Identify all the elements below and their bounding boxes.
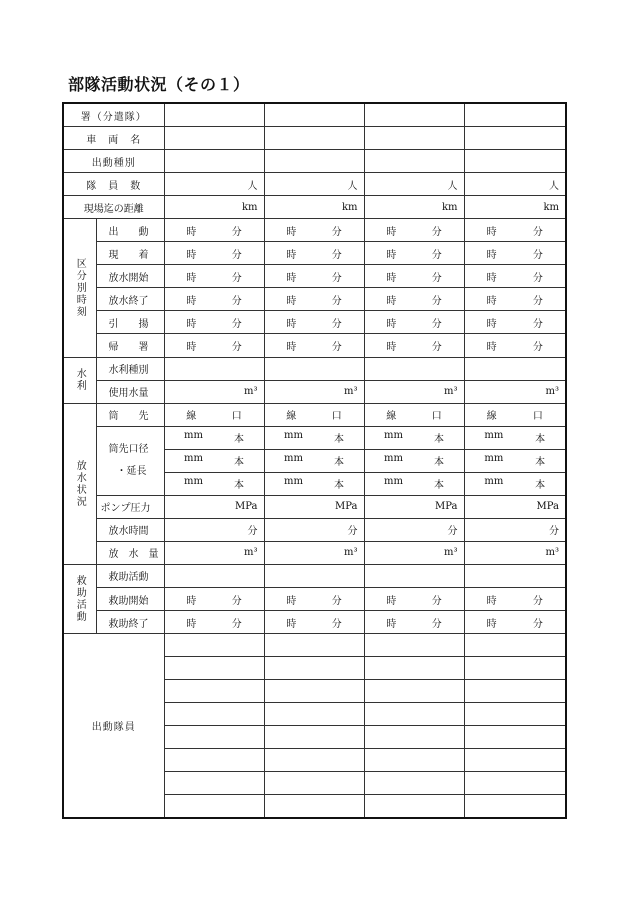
- time-cell[interactable]: [464, 288, 566, 311]
- unit-ji: 時: [386, 595, 397, 607]
- label-time-item: 出 動: [96, 219, 164, 242]
- row-pump: [63, 495, 566, 518]
- unit-ji: 時: [486, 295, 497, 307]
- input-cell[interactable]: [364, 795, 464, 819]
- input-cell[interactable]: [164, 103, 264, 127]
- unit-fun: 分: [331, 249, 342, 261]
- time-cell[interactable]: [264, 288, 364, 311]
- pair-cell[interactable]: [264, 426, 364, 449]
- unit-mm: mm: [284, 453, 303, 465]
- row-time: [63, 219, 566, 242]
- unit-mpa[interactable]: MPa: [264, 495, 364, 518]
- time-cell[interactable]: [264, 311, 364, 334]
- row-time: [63, 242, 566, 265]
- unit-mm: mm: [384, 453, 403, 465]
- input-cell[interactable]: [264, 127, 364, 150]
- input-cell[interactable]: [164, 150, 264, 173]
- unit-m3[interactable]: m³: [464, 541, 566, 564]
- unit-mm: mm: [284, 430, 303, 442]
- pair-cell[interactable]: [464, 472, 566, 495]
- input-cell[interactable]: [464, 703, 566, 726]
- unit-ji: 時: [486, 318, 497, 330]
- input-cell[interactable]: [364, 150, 464, 173]
- input-cell[interactable]: [264, 772, 364, 795]
- time-cell[interactable]: [164, 311, 264, 334]
- unit-fun: 分: [431, 272, 442, 284]
- time-cell[interactable]: [164, 334, 264, 357]
- row-taiinsu: [63, 173, 566, 196]
- row-suiri-shubetsu: [63, 357, 566, 380]
- input-cell[interactable]: [364, 564, 464, 587]
- label-suiri: 水利: [63, 357, 96, 403]
- unit-fun: 分: [231, 226, 242, 238]
- input-cell[interactable]: [264, 357, 364, 380]
- time-cell[interactable]: [264, 265, 364, 288]
- input-cell[interactable]: [164, 772, 264, 795]
- row-kyujo-katsudo: [63, 564, 566, 587]
- unit-sen: 線: [386, 411, 397, 423]
- input-cell[interactable]: [364, 127, 464, 150]
- unit-mm: mm: [484, 453, 504, 465]
- label-kyujo-katsudo: 救助活動: [96, 564, 164, 587]
- unit-fun: 分: [431, 226, 442, 238]
- pair-cell[interactable]: [164, 472, 264, 495]
- time-cell[interactable]: [264, 242, 364, 265]
- label-taiinsu: 隊 員 数: [63, 173, 164, 196]
- label-sho: 署（分遣隊）: [63, 103, 164, 127]
- unit-ji: 時: [286, 618, 297, 630]
- unit-fun: 分: [532, 618, 543, 630]
- label-kyujo-shuryo: 救助終了: [96, 611, 164, 634]
- unit-fun: 分: [532, 295, 543, 307]
- unit-ji: 時: [386, 226, 397, 238]
- input-cell[interactable]: [164, 657, 264, 680]
- time-cell[interactable]: [164, 242, 264, 265]
- label-kubun: 区分別時刻: [63, 219, 96, 357]
- unit-fun: 分: [231, 595, 242, 607]
- input-cell[interactable]: [264, 795, 364, 819]
- label-kokei-line2: ・延長: [116, 465, 147, 477]
- time-cell[interactable]: [164, 587, 264, 610]
- unit-m3[interactable]: m³: [164, 380, 264, 403]
- input-cell[interactable]: [364, 772, 464, 795]
- unit-hon: 本: [233, 434, 244, 446]
- unit-hon: 本: [535, 480, 546, 492]
- unit-fun: 分: [431, 295, 442, 307]
- unit-ji: 時: [286, 226, 297, 238]
- unit-fun: 分: [331, 272, 342, 284]
- input-cell[interactable]: [264, 703, 364, 726]
- unit-fun[interactable]: 分: [164, 518, 264, 541]
- unit-mm: mm: [484, 430, 504, 442]
- unit-ji: 時: [186, 295, 197, 307]
- label-shiyo-suiryo: 使用水量: [96, 380, 164, 403]
- time-cell[interactable]: [364, 334, 464, 357]
- label-time-item: 現 着: [96, 242, 164, 265]
- unit-ji: 時: [286, 341, 297, 353]
- unit-ji: 時: [386, 318, 397, 330]
- input-cell[interactable]: [164, 564, 264, 587]
- row-time: [63, 265, 566, 288]
- row-time: [63, 334, 566, 357]
- row-member: [63, 634, 566, 657]
- unit-kuchi: 口: [231, 411, 242, 423]
- time-cell[interactable]: [464, 587, 566, 610]
- label-shutsudo-shubetsu: 出動種別: [63, 150, 164, 173]
- activity-form-table: [62, 102, 567, 819]
- time-cell[interactable]: [464, 219, 566, 242]
- unit-fun: 分: [532, 341, 543, 353]
- label-housui: 放水状況: [63, 403, 96, 564]
- unit-fun: 分: [431, 341, 442, 353]
- pair-cell[interactable]: [264, 403, 364, 426]
- unit-km[interactable]: km: [264, 196, 364, 219]
- input-cell[interactable]: [364, 357, 464, 380]
- input-cell[interactable]: [364, 703, 464, 726]
- row-time: [63, 288, 566, 311]
- unit-ji: 時: [186, 595, 197, 607]
- unit-mm: mm: [184, 453, 203, 465]
- row-sho: [63, 103, 566, 127]
- unit-hon: 本: [333, 434, 344, 446]
- unit-fun: 分: [431, 318, 442, 330]
- unit-fun: 分: [331, 226, 342, 238]
- time-cell[interactable]: [164, 288, 264, 311]
- unit-ji: 時: [186, 272, 197, 284]
- unit-nin[interactable]: 人: [364, 173, 464, 196]
- label-housui-jikan: 放水時間: [96, 518, 164, 541]
- time-cell[interactable]: [164, 219, 264, 242]
- input-cell[interactable]: [464, 749, 566, 772]
- input-cell[interactable]: [164, 749, 264, 772]
- label-suiri-shubetsu: 水利種別: [96, 357, 164, 380]
- unit-fun: 分: [532, 318, 543, 330]
- row-kokei-1: [63, 426, 566, 449]
- unit-m3[interactable]: m³: [364, 541, 464, 564]
- unit-nin[interactable]: 人: [264, 173, 364, 196]
- label-kokei: [96, 426, 164, 495]
- unit-sen: 線: [486, 411, 497, 423]
- unit-sen: 線: [286, 411, 297, 423]
- time-cell[interactable]: [464, 265, 566, 288]
- unit-hon: 本: [433, 434, 444, 446]
- unit-m3[interactable]: m³: [164, 541, 264, 564]
- time-cell[interactable]: [364, 288, 464, 311]
- input-cell[interactable]: [464, 726, 566, 749]
- unit-ji: 時: [486, 618, 497, 630]
- row-shiyo-suiryo: [63, 380, 566, 403]
- unit-fun: 分: [331, 595, 342, 607]
- pair-cell[interactable]: [364, 426, 464, 449]
- pair-cell[interactable]: [364, 472, 464, 495]
- pair-cell[interactable]: [264, 449, 364, 472]
- time-cell[interactable]: [464, 611, 566, 634]
- unit-fun: 分: [231, 249, 242, 261]
- time-cell[interactable]: [364, 311, 464, 334]
- time-cell[interactable]: [464, 242, 566, 265]
- unit-fun: 分: [431, 595, 442, 607]
- unit-nin[interactable]: 人: [464, 173, 566, 196]
- unit-fun: 分: [431, 249, 442, 261]
- input-cell[interactable]: [364, 657, 464, 680]
- unit-fun: 分: [532, 249, 543, 261]
- unit-ji: 時: [186, 318, 197, 330]
- label-time-item: 引 揚: [96, 311, 164, 334]
- label-kokei-line1: 筒先口径: [108, 443, 149, 455]
- unit-ji: 時: [286, 595, 297, 607]
- pair-cell[interactable]: [364, 403, 464, 426]
- input-cell[interactable]: [464, 680, 566, 703]
- unit-mpa[interactable]: MPa: [164, 495, 264, 518]
- input-cell[interactable]: [464, 657, 566, 680]
- input-cell[interactable]: [164, 357, 264, 380]
- unit-fun: 分: [231, 341, 242, 353]
- input-cell[interactable]: [164, 634, 264, 657]
- pair-cell[interactable]: [464, 449, 566, 472]
- unit-ji: 時: [486, 249, 497, 261]
- unit-nin[interactable]: 人: [164, 173, 264, 196]
- unit-fun: 分: [532, 226, 543, 238]
- unit-fun: 分: [231, 272, 242, 284]
- row-sharyo: [63, 127, 566, 150]
- input-cell[interactable]: [164, 680, 264, 703]
- unit-fun: 分: [331, 618, 342, 630]
- unit-ji: 時: [286, 295, 297, 307]
- time-cell[interactable]: [264, 334, 364, 357]
- time-cell[interactable]: [164, 265, 264, 288]
- input-cell[interactable]: [164, 127, 264, 150]
- label-tsusaki: 筒 先: [96, 403, 164, 426]
- unit-ji: 時: [186, 618, 197, 630]
- row-tsusaki: [63, 403, 566, 426]
- unit-mm: mm: [184, 476, 203, 488]
- row-kyori: [63, 196, 566, 219]
- unit-fun: 分: [331, 295, 342, 307]
- unit-ji: 時: [386, 295, 397, 307]
- unit-mm: mm: [284, 476, 303, 488]
- unit-fun: 分: [331, 318, 342, 330]
- unit-fun: 分: [231, 618, 242, 630]
- label-shutsudo-taiin: 出動隊員: [63, 634, 164, 819]
- unit-ji: 時: [286, 318, 297, 330]
- unit-m3[interactable]: m³: [364, 380, 464, 403]
- row-kyujo-shuryo: [63, 611, 566, 634]
- unit-hon: 本: [233, 457, 244, 469]
- input-cell[interactable]: [264, 726, 364, 749]
- unit-m3[interactable]: m³: [264, 541, 364, 564]
- unit-fun: 分: [231, 318, 242, 330]
- row-housui-ryo: [63, 541, 566, 564]
- label-kyori: 現場迄の距離: [63, 196, 164, 219]
- input-cell[interactable]: [164, 703, 264, 726]
- unit-hon: 本: [535, 457, 546, 469]
- time-cell[interactable]: [464, 334, 566, 357]
- unit-hon: 本: [535, 434, 546, 446]
- input-cell[interactable]: [264, 564, 364, 587]
- input-cell[interactable]: [264, 103, 364, 127]
- unit-ji: 時: [486, 595, 497, 607]
- unit-mm: mm: [384, 476, 403, 488]
- unit-hon: 本: [333, 480, 344, 492]
- unit-hon: 本: [233, 480, 244, 492]
- unit-fun: 分: [431, 618, 442, 630]
- unit-hon: 本: [333, 457, 344, 469]
- unit-ji: 時: [386, 341, 397, 353]
- unit-ji: 時: [186, 249, 197, 261]
- label-time-item: 帰 署: [96, 334, 164, 357]
- input-cell[interactable]: [364, 749, 464, 772]
- unit-ji: 時: [386, 272, 397, 284]
- pair-cell[interactable]: [164, 403, 264, 426]
- input-cell[interactable]: [164, 726, 264, 749]
- time-cell[interactable]: [364, 242, 464, 265]
- unit-ji: 時: [486, 341, 497, 353]
- input-cell[interactable]: [464, 795, 566, 819]
- label-housui-ryo: 放 水 量: [96, 541, 164, 564]
- input-cell[interactable]: [464, 127, 566, 150]
- unit-km[interactable]: km: [364, 196, 464, 219]
- unit-ji: 時: [486, 226, 497, 238]
- unit-kuchi: 口: [431, 411, 442, 423]
- label-kyujo: 救助活動: [63, 564, 96, 633]
- input-cell[interactable]: [364, 680, 464, 703]
- unit-ji: 時: [386, 618, 397, 630]
- unit-mm: mm: [484, 476, 504, 488]
- input-cell[interactable]: [364, 726, 464, 749]
- input-cell[interactable]: [264, 680, 364, 703]
- input-cell[interactable]: [264, 749, 364, 772]
- unit-mpa[interactable]: MPa: [364, 495, 464, 518]
- unit-ji: 時: [186, 341, 197, 353]
- unit-m3[interactable]: m³: [464, 380, 566, 403]
- unit-ji: 時: [486, 272, 497, 284]
- unit-hon: 本: [433, 480, 444, 492]
- time-cell[interactable]: [264, 587, 364, 610]
- time-cell[interactable]: [264, 219, 364, 242]
- page-title: 部隊活動状況（その１）: [68, 75, 250, 94]
- unit-km[interactable]: km: [164, 196, 264, 219]
- row-time: [63, 311, 566, 334]
- pair-cell[interactable]: [364, 449, 464, 472]
- input-cell[interactable]: [264, 634, 364, 657]
- unit-fun: 分: [331, 341, 342, 353]
- input-cell[interactable]: [464, 564, 566, 587]
- input-cell[interactable]: [464, 150, 566, 173]
- unit-hon: 本: [433, 457, 444, 469]
- input-cell[interactable]: [364, 634, 464, 657]
- label-kyujo-kaishi: 救助開始: [96, 587, 164, 610]
- input-cell[interactable]: [464, 772, 566, 795]
- unit-ji: 時: [186, 226, 197, 238]
- input-cell[interactable]: [264, 657, 364, 680]
- pair-cell[interactable]: [264, 472, 364, 495]
- unit-fun: 分: [532, 595, 543, 607]
- row-housui-jikan: [63, 518, 566, 541]
- unit-ji: 時: [386, 249, 397, 261]
- time-cell[interactable]: [164, 611, 264, 634]
- unit-mm: mm: [384, 430, 403, 442]
- input-cell[interactable]: [264, 150, 364, 173]
- label-time-item: 放水開始: [96, 265, 164, 288]
- label-pump: ポンプ圧力: [96, 495, 164, 518]
- unit-sen: 線: [186, 411, 197, 423]
- time-cell[interactable]: [364, 219, 464, 242]
- input-cell[interactable]: [164, 795, 264, 819]
- input-cell[interactable]: [464, 357, 566, 380]
- unit-mm: mm: [184, 430, 203, 442]
- pair-cell[interactable]: [164, 426, 264, 449]
- unit-ji: 時: [286, 249, 297, 261]
- unit-kuchi: 口: [331, 411, 342, 423]
- input-cell[interactable]: [464, 634, 566, 657]
- unit-km[interactable]: km: [464, 196, 566, 219]
- pair-cell[interactable]: [464, 426, 566, 449]
- time-cell[interactable]: [464, 311, 566, 334]
- label-time-item: 放水終了: [96, 288, 164, 311]
- unit-mpa[interactable]: MPa: [464, 495, 566, 518]
- time-cell[interactable]: [364, 587, 464, 610]
- input-cell[interactable]: [464, 103, 566, 127]
- input-cell[interactable]: [364, 103, 464, 127]
- unit-kuchi: 口: [532, 411, 543, 423]
- time-cell[interactable]: [364, 265, 464, 288]
- pair-cell[interactable]: [164, 449, 264, 472]
- row-shutsudo-shubetsu: [63, 150, 566, 173]
- unit-fun[interactable]: 分: [464, 518, 566, 541]
- unit-fun[interactable]: 分: [264, 518, 364, 541]
- label-sharyo: 車 両 名: [63, 127, 164, 150]
- unit-ji: 時: [286, 272, 297, 284]
- unit-fun: 分: [231, 295, 242, 307]
- unit-fun: 分: [532, 272, 543, 284]
- time-cell[interactable]: [364, 611, 464, 634]
- unit-fun[interactable]: 分: [364, 518, 464, 541]
- row-kyujo-kaishi: [63, 587, 566, 610]
- unit-m3[interactable]: m³: [264, 380, 364, 403]
- pair-cell[interactable]: [464, 403, 566, 426]
- time-cell[interactable]: [264, 611, 364, 634]
